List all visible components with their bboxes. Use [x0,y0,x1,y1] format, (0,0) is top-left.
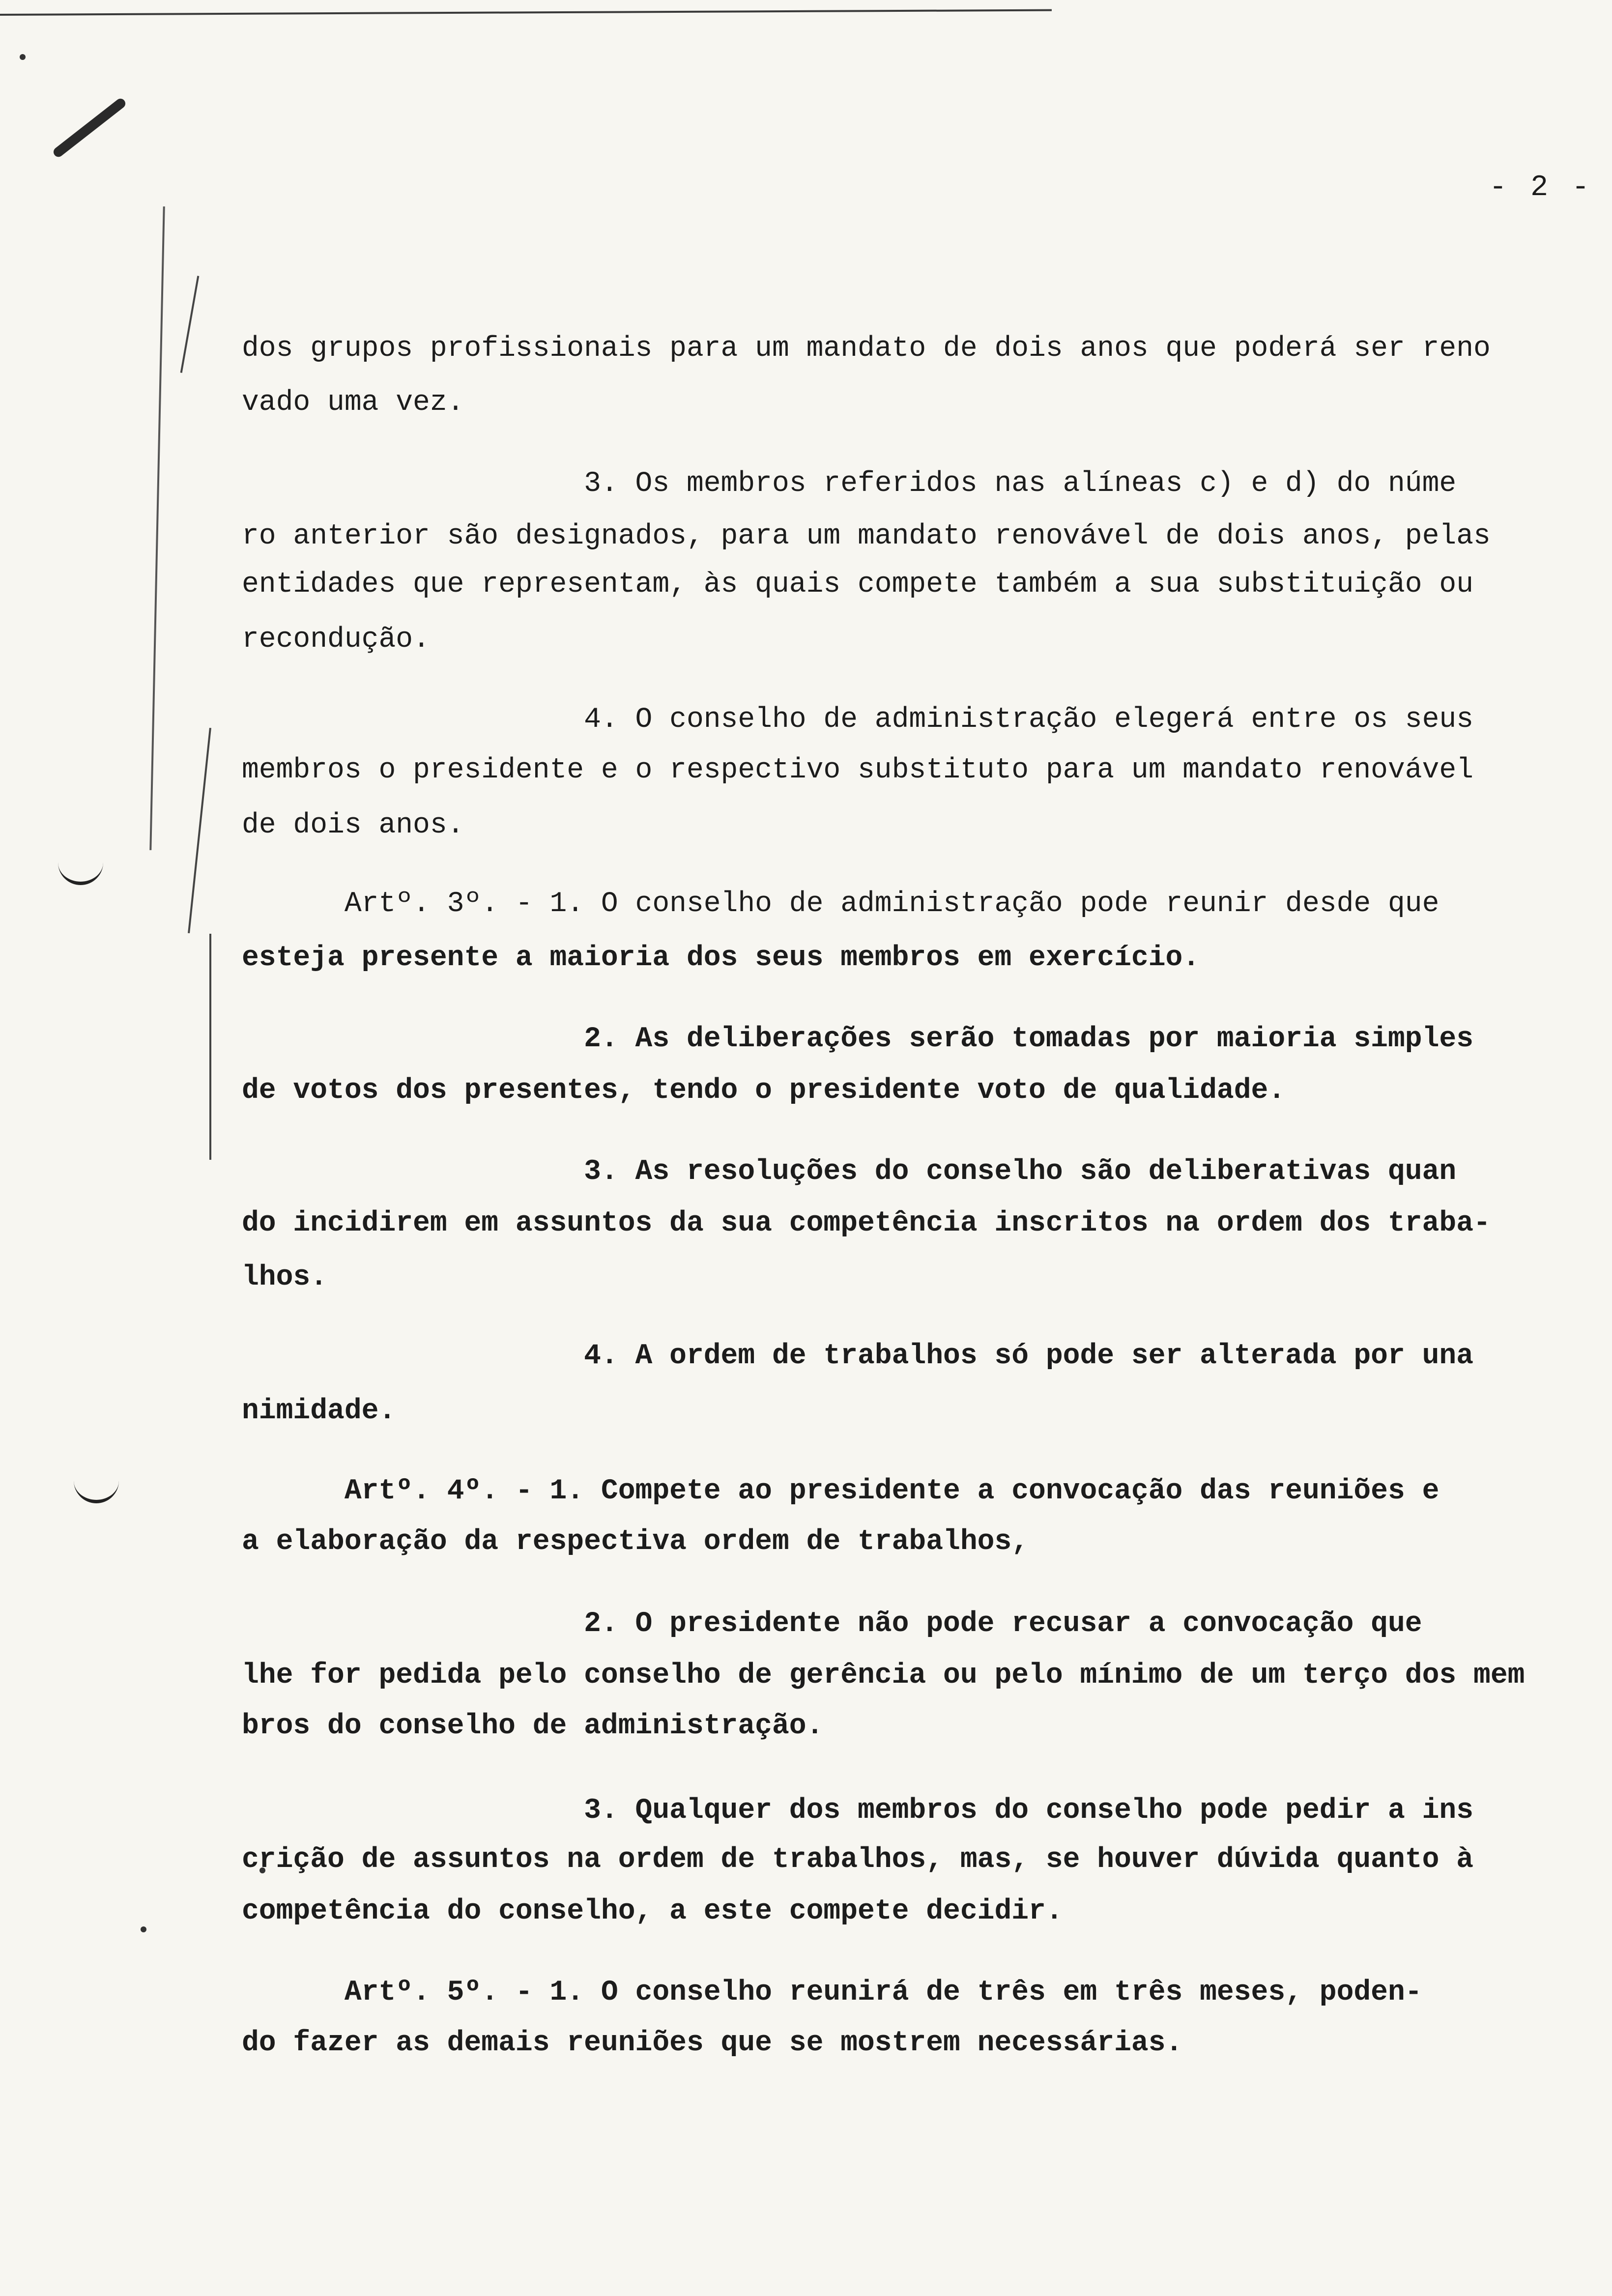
text-line: membros o presidente e o respectivo substituto para um mandato renovável [242,754,1474,786]
text-line: competência do conselho, a este compete decidir. [242,1895,1063,1927]
margin-line [188,728,211,933]
text-line: entidades que representam, às quais compete também a sua substituição ou [242,569,1474,601]
text-line: 3. As resoluções do conselho são deliberativas quan [242,1156,1457,1188]
text-line: 3. Qualquer dos membros do conselho pode pedir a ins [242,1795,1474,1827]
text-line: ro anterior são designados, para um mandato renovável de dois anos, pelas [242,520,1491,552]
margin-mark [74,1477,119,1503]
text-line: 3. Os membros referidos nas alíneas c) e d) do núme [242,468,1457,500]
text-line: lhe for pedida pelo conselho de gerência ou pelo mínimo de um terço dos mem [242,1660,1525,1692]
text-line: Artº. 3º. - 1. O conselho de administração pode reunir desde que [242,888,1439,920]
margin-mark [58,859,103,885]
text-line: nimidade. [242,1395,396,1427]
margin-dot [20,54,26,60]
text-line: de dois anos. [242,809,464,841]
text-line: do fazer as demais reuniões que se mostrem necessárias. [242,2027,1183,2059]
top-rule [0,9,1052,16]
text-line: crição de assuntos na ordem de trabalhos, mas, se houver dúvida quanto à [242,1844,1474,1876]
text-line: a elaboração da respectiva ordem de trabalhos, [242,1526,1029,1558]
text-line: 2. As deliberações serão tomadas por maioria simples [242,1023,1474,1055]
text-line: recondução. [242,624,430,656]
margin-line [209,934,211,1160]
text-line: Artº. 5º. - 1. O conselho reunirá de três em três meses, poden- [242,1977,1422,2009]
text-line: vado uma vez. [242,387,464,419]
ink-smudge [52,97,127,159]
margin-line [180,276,200,373]
text-line: bros do conselho de administração. [242,1710,824,1742]
text-line: dos grupos profissionais para um mandato de dois anos que poderá ser reno [242,333,1491,365]
margin-dot [141,1926,146,1932]
text-line: do incidirem em assuntos da sua competência inscritos na ordem dos traba- [242,1207,1491,1239]
text-line: 4. A ordem de trabalhos só pode ser alterada por una [242,1340,1474,1372]
text-line: esteja presente a maioria dos seus membros em exercício. [242,942,1200,974]
text-line: 2. O presidente não pode recusar a convocação que [242,1608,1422,1640]
margin-line [149,206,165,850]
text-line: 4. O conselho de administração elegerá entre os seus [242,704,1474,736]
text-line: lhos. [242,1262,328,1293]
text-line: Artº. 4º. - 1. Compete ao presidente a convocação das reuniões e [242,1475,1439,1507]
text-line: de votos dos presentes, tendo o presidente voto de qualidade. [242,1075,1286,1107]
page-number: - 2 - [1489,171,1592,204]
